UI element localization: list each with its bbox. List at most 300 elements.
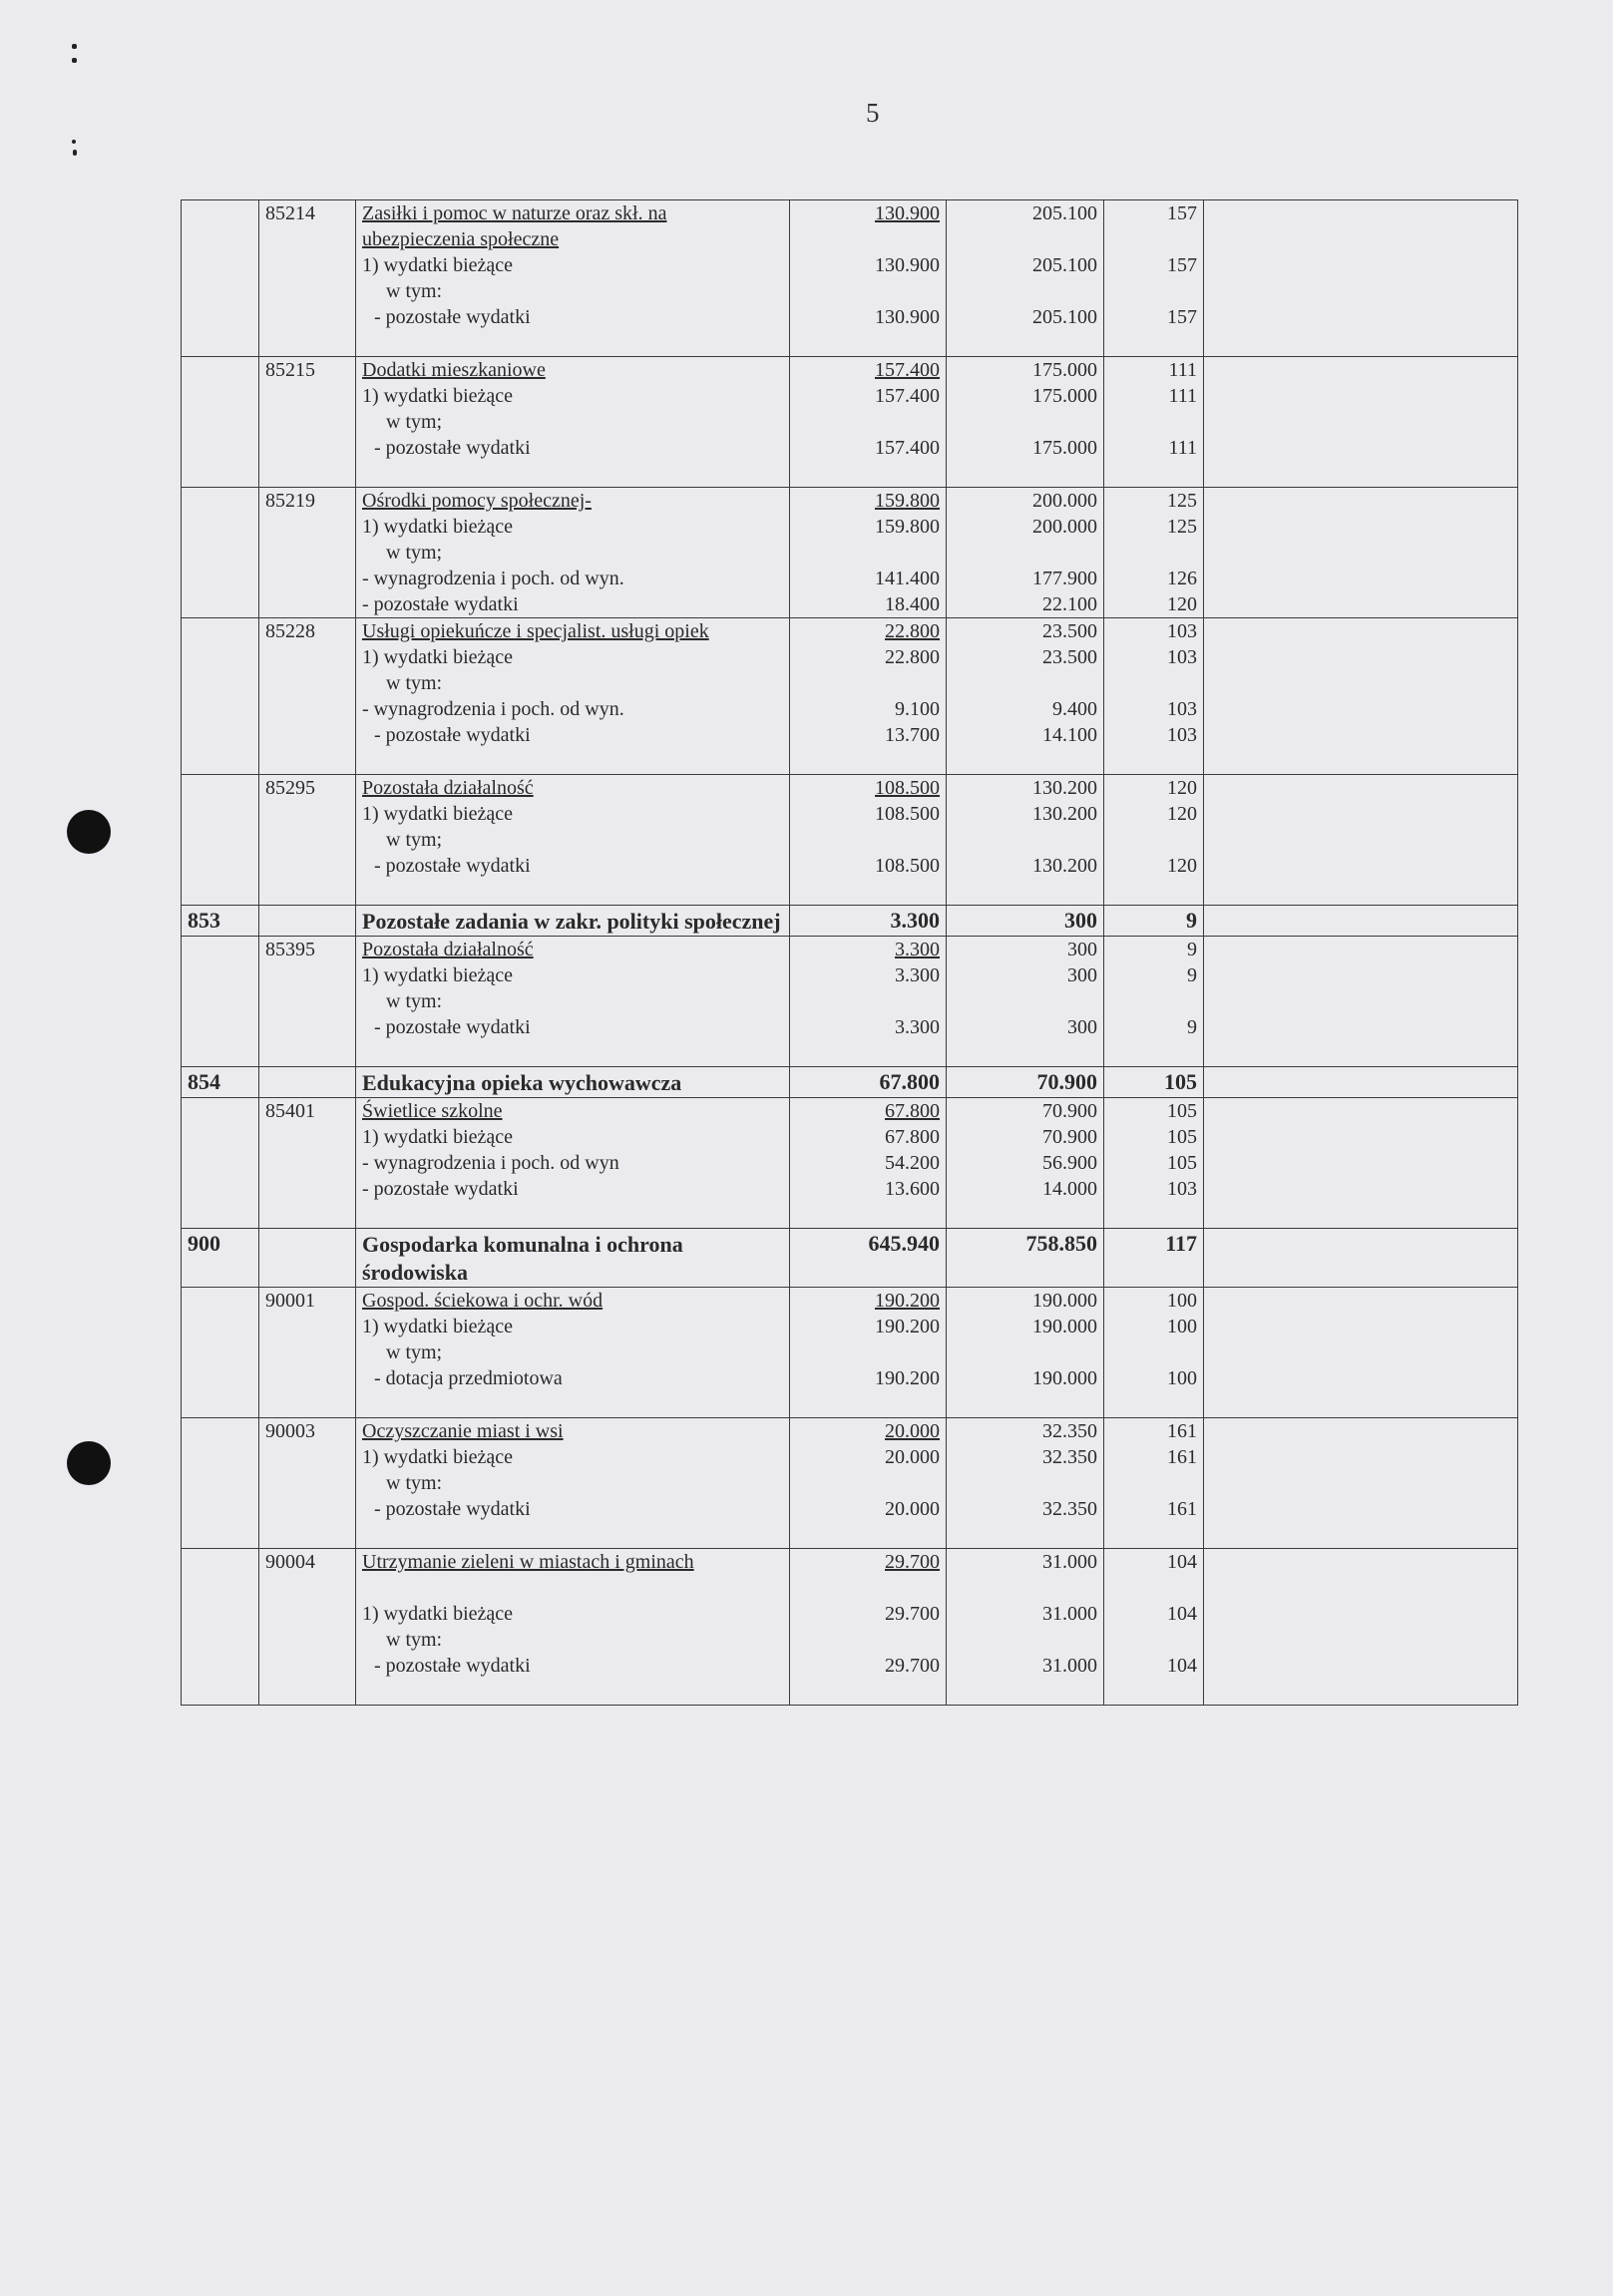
line-value-plan-text: 159.800 [875, 516, 940, 538]
value-projection: 758.850 [947, 1229, 1104, 1288]
line-value-projection [953, 879, 1097, 905]
line-value-projection [953, 409, 1097, 435]
value-projection-column [947, 200, 1104, 357]
value-projection-column [947, 1418, 1104, 1549]
value-projection: 70.900 [947, 1067, 1104, 1098]
line-value-plan [796, 1150, 940, 1176]
scan-speck [72, 140, 76, 144]
line-value-projection: 23.500 [1042, 620, 1097, 642]
line-label [362, 488, 783, 514]
dzial-code [182, 200, 259, 357]
section-name: Pozostałe zadania w zakr. polityki społecznej [356, 906, 790, 937]
line-label-text: w tym: [386, 1629, 443, 1651]
line-label-text: 1) wydatki bieżące [362, 1603, 514, 1625]
line-percent: 120 [1167, 593, 1197, 615]
line-label-text: 1) wydatki bieżące [362, 803, 514, 825]
line-value-plan [796, 962, 940, 988]
line-value-projection [953, 827, 1097, 853]
dzial-code [182, 937, 259, 1067]
line-percent [1110, 1202, 1197, 1228]
line-value-projection [953, 988, 1097, 1014]
subsection-row [182, 937, 1518, 1067]
line-label [362, 1150, 783, 1176]
percent-column [1104, 200, 1204, 357]
line-percent [1110, 330, 1197, 356]
line-label [362, 409, 783, 435]
line-value-plan [796, 801, 940, 827]
line-value-projection: 200.000 [1032, 516, 1097, 538]
percent-value: 9 [1104, 906, 1204, 937]
line-percent: 104 [1167, 1551, 1197, 1573]
rozdzial-code: 85215 [259, 357, 356, 488]
line-label [362, 1391, 783, 1417]
line-label-text: w tym: [386, 280, 443, 302]
line-label-text: - pozostałe wydatki [374, 306, 531, 328]
line-percent [1110, 748, 1197, 774]
line-value-projection [953, 1627, 1097, 1653]
line-label-text: Gospod. ściekowa i ochr. wód [362, 1290, 604, 1312]
line-label-text: Pozostała działalność [362, 777, 534, 799]
line-value-projection [953, 540, 1097, 566]
subsection-row [182, 200, 1518, 357]
line-value-plan-text: 29.700 [885, 1551, 940, 1573]
rozdzial-code: 85295 [259, 775, 356, 906]
line-label [362, 722, 783, 748]
line-value-projection: 175.000 [1032, 359, 1097, 381]
line-value-projection: 32.350 [1042, 1498, 1097, 1520]
line-label-text: w tym: [386, 1472, 443, 1494]
line-value-plan [796, 1470, 940, 1496]
line-value-plan-text: 9.100 [895, 698, 940, 720]
line-value-plan-text: 141.400 [875, 568, 940, 589]
line-label [362, 937, 783, 962]
line-label-text: - dotacja przedmiotowa [374, 1367, 563, 1389]
value-plan-column [790, 618, 947, 775]
line-value-projection [953, 461, 1097, 487]
rozdzial-code: 90004 [259, 1549, 356, 1706]
line-label [362, 775, 783, 801]
rozdzial-code [259, 1067, 356, 1098]
line-label [362, 618, 783, 644]
line-value-projection: 190.000 [1032, 1367, 1097, 1389]
section-name: Edukacyjna opieka wychowawcza [356, 1067, 790, 1098]
line-percent [1110, 988, 1197, 1014]
line-label-text: w tym; [386, 1341, 443, 1363]
line-label-text: - pozostałe wydatki [374, 855, 531, 877]
line-label-text: Świetlice szkolne [362, 1100, 503, 1122]
line-label [362, 1176, 783, 1202]
line-percent: 125 [1167, 516, 1197, 538]
notes-cell [1204, 1288, 1518, 1418]
line-label-text: 1) wydatki bieżące [362, 516, 514, 538]
line-value-projection: 300 [1067, 1016, 1097, 1038]
rozdzial-code: 85395 [259, 937, 356, 1067]
line-label [362, 1470, 783, 1496]
line-label [362, 962, 783, 988]
line-value-plan [796, 937, 940, 962]
line-label-text: - pozostałe wydatki [374, 1498, 531, 1520]
value-plan-column [790, 1098, 947, 1229]
line-value-projection: 31.000 [1042, 1551, 1097, 1573]
notes-cell [1204, 775, 1518, 906]
line-label-text: Zasiłki i pomoc w naturze oraz skł. na [362, 202, 667, 224]
line-value-projection: 130.200 [1032, 777, 1097, 799]
line-label-text: 1) wydatki bieżące [362, 646, 514, 668]
value-plan-column [790, 357, 947, 488]
line-value-plan [796, 252, 940, 278]
line-value-plan [796, 278, 940, 304]
line-value-projection: 56.900 [1042, 1152, 1097, 1174]
line-label [362, 1653, 783, 1679]
line-value-plan [796, 566, 940, 591]
line-label [362, 383, 783, 409]
value-projection-column [947, 618, 1104, 775]
line-label [362, 514, 783, 540]
notes-cell [1204, 937, 1518, 1067]
line-value-projection: 205.100 [1032, 254, 1097, 276]
line-label [362, 801, 783, 827]
section-row [182, 1229, 1518, 1288]
line-value-plan [796, 304, 940, 330]
line-value-plan-text: 18.400 [885, 593, 940, 615]
item-descriptions [356, 937, 790, 1067]
line-value-plan [796, 1124, 940, 1150]
line-label-text: w tym; [386, 542, 443, 564]
line-label [362, 1496, 783, 1522]
line-label [362, 1522, 783, 1548]
line-label [362, 330, 783, 356]
line-label-text: Pozostała działalność [362, 939, 534, 960]
line-value-projection: 175.000 [1032, 437, 1097, 459]
line-percent: 103 [1167, 698, 1197, 720]
line-value-projection: 130.200 [1032, 855, 1097, 877]
line-percent [1110, 1470, 1197, 1496]
line-label [362, 853, 783, 879]
line-label [362, 1098, 783, 1124]
item-descriptions [356, 1288, 790, 1418]
line-label [362, 748, 783, 774]
line-value-plan [796, 1339, 940, 1365]
line-value-projection: 175.000 [1032, 385, 1097, 407]
line-value-projection: 130.200 [1032, 803, 1097, 825]
line-value-plan [796, 1288, 940, 1314]
line-value-plan-text: 3.300 [895, 964, 940, 986]
percent-column [1104, 1549, 1204, 1706]
line-percent: 9 [1187, 939, 1197, 960]
line-value-plan [796, 988, 940, 1014]
line-label [362, 1014, 783, 1040]
rozdzial-code: 90003 [259, 1418, 356, 1549]
line-percent: 111 [1168, 385, 1197, 407]
scan-speck [72, 44, 77, 49]
line-label [362, 988, 783, 1014]
line-value-plan [796, 540, 940, 566]
line-value-plan [796, 226, 940, 252]
value-projection-column [947, 1288, 1104, 1418]
line-percent: 120 [1167, 803, 1197, 825]
line-value-plan [796, 488, 940, 514]
item-descriptions [356, 1098, 790, 1229]
line-value-plan [796, 1176, 940, 1202]
line-value-projection [953, 1202, 1097, 1228]
line-value-plan-text: 13.700 [885, 724, 940, 746]
subsection-row [182, 1098, 1518, 1229]
value-plan-column [790, 1288, 947, 1418]
subsection-row [182, 618, 1518, 775]
notes-cell [1204, 1067, 1518, 1098]
line-value-plan-text: 190.200 [875, 1367, 940, 1389]
value-projection: 300 [947, 906, 1104, 937]
line-value-plan [796, 1365, 940, 1391]
line-value-projection [953, 226, 1097, 252]
line-label [362, 1549, 783, 1575]
line-label-text: w tym; [386, 411, 443, 433]
line-value-projection: 14.100 [1042, 724, 1097, 746]
rozdzial-code: 85219 [259, 488, 356, 618]
line-value-plan-text: 108.500 [875, 777, 940, 799]
line-label [362, 1627, 783, 1653]
subsection-row [182, 1418, 1518, 1549]
line-value-plan [796, 591, 940, 617]
punch-hole-lower [67, 1441, 111, 1485]
line-label [362, 591, 783, 617]
line-percent [1110, 409, 1197, 435]
line-value-plan [796, 879, 940, 905]
value-plan-column [790, 937, 947, 1067]
line-label [362, 304, 783, 330]
line-percent: 103 [1167, 1178, 1197, 1200]
line-percent [1110, 461, 1197, 487]
line-label [362, 1124, 783, 1150]
line-percent: 105 [1167, 1152, 1197, 1174]
line-percent: 103 [1167, 646, 1197, 668]
line-label-text: Usługi opiekuńcze i specjalist. usługi opiek [362, 620, 709, 642]
item-descriptions [356, 200, 790, 357]
rozdzial-code: 85401 [259, 1098, 356, 1229]
line-percent: 105 [1167, 1100, 1197, 1122]
line-value-projection [953, 748, 1097, 774]
line-label [362, 1202, 783, 1228]
percent-column [1104, 775, 1204, 906]
line-value-projection: 23.500 [1042, 646, 1097, 668]
value-plan-column [790, 1418, 947, 1549]
line-value-plan-text: 159.800 [875, 490, 940, 512]
dzial-code [182, 1418, 259, 1549]
line-value-plan-text: 3.300 [895, 1016, 940, 1038]
line-percent [1110, 1575, 1197, 1601]
percent-value: 117 [1104, 1229, 1204, 1288]
scan-speck [73, 150, 77, 156]
item-descriptions [356, 1418, 790, 1549]
line-label [362, 252, 783, 278]
line-label-text: - pozostałe wydatki [374, 724, 531, 746]
percent-column [1104, 1288, 1204, 1418]
rozdzial-code: 85228 [259, 618, 356, 775]
line-label [362, 435, 783, 461]
line-value-plan-text: 130.900 [875, 202, 940, 224]
line-percent: 157 [1167, 254, 1197, 276]
notes-cell [1204, 1549, 1518, 1706]
line-value-plan-text: 54.200 [885, 1152, 940, 1174]
line-label-text: - pozostałe wydatki [362, 1178, 519, 1200]
line-value-projection: 300 [1067, 939, 1097, 960]
rozdzial-code: 85214 [259, 200, 356, 357]
line-value-plan [796, 1627, 940, 1653]
notes-cell [1204, 906, 1518, 937]
line-percent: 161 [1167, 1446, 1197, 1468]
line-value-plan-text: 29.700 [885, 1603, 940, 1625]
value-plan-column [790, 1549, 947, 1706]
line-value-plan-text: 20.000 [885, 1498, 940, 1520]
line-label [362, 1339, 783, 1365]
line-value-projection [953, 1679, 1097, 1705]
line-label-text: 1) wydatki bieżące [362, 254, 514, 276]
percent-value: 105 [1104, 1067, 1204, 1098]
line-label [362, 226, 783, 252]
value-projection-column [947, 1098, 1104, 1229]
line-value-plan-text: 190.200 [875, 1290, 940, 1312]
line-percent [1110, 1339, 1197, 1365]
item-descriptions [356, 357, 790, 488]
scan-speck [72, 58, 77, 63]
line-percent: 104 [1167, 1655, 1197, 1677]
line-value-projection: 190.000 [1032, 1316, 1097, 1338]
line-label [362, 566, 783, 591]
line-percent [1110, 1391, 1197, 1417]
value-projection-column [947, 775, 1104, 906]
dzial-code: 854 [182, 1067, 259, 1098]
line-label [362, 1418, 783, 1444]
line-percent [1110, 827, 1197, 853]
value-plan: 67.800 [790, 1067, 947, 1098]
line-percent: 9 [1187, 1016, 1197, 1038]
line-percent: 103 [1167, 620, 1197, 642]
subsection-row [182, 775, 1518, 906]
item-descriptions [356, 775, 790, 906]
line-value-plan [796, 1314, 940, 1339]
notes-cell [1204, 200, 1518, 357]
dzial-code: 853 [182, 906, 259, 937]
line-value-plan-text: 190.200 [875, 1316, 940, 1338]
line-value-plan [796, 1653, 940, 1679]
line-label [362, 696, 783, 722]
notes-cell [1204, 618, 1518, 775]
budget-table [181, 199, 1518, 1706]
value-projection-column [947, 1549, 1104, 1706]
line-label-text: 1) wydatki bieżące [362, 385, 514, 407]
line-value-plan-text: 20.000 [885, 1420, 940, 1442]
line-value-plan-text: 157.400 [875, 437, 940, 459]
punch-hole-upper [67, 810, 111, 854]
line-value-plan-text: 22.800 [885, 646, 940, 668]
line-value-plan [796, 1098, 940, 1124]
line-value-plan [796, 435, 940, 461]
line-value-plan [796, 357, 940, 383]
value-plan: 3.300 [790, 906, 947, 937]
line-value-projection: 9.400 [1052, 698, 1097, 720]
line-percent [1110, 1522, 1197, 1548]
line-value-plan-text: 108.500 [875, 855, 940, 877]
rozdzial-code [259, 1229, 356, 1288]
line-value-projection: 31.000 [1042, 1655, 1097, 1677]
line-value-plan [796, 1014, 940, 1040]
line-value-projection: 32.350 [1042, 1420, 1097, 1442]
line-value-plan [796, 1601, 940, 1627]
line-label-text: - pozostałe wydatki [374, 1655, 531, 1677]
line-percent: 120 [1167, 777, 1197, 799]
line-value-plan-text: 108.500 [875, 803, 940, 825]
line-value-plan [796, 461, 940, 487]
line-value-projection: 70.900 [1042, 1126, 1097, 1148]
line-value-plan-text: 13.600 [885, 1178, 940, 1200]
line-percent: 111 [1168, 359, 1197, 381]
line-value-projection [953, 1339, 1097, 1365]
line-label [362, 670, 783, 696]
line-label-text: Dodatki mieszkaniowe [362, 359, 546, 381]
line-value-projection [953, 1040, 1097, 1066]
line-value-plan [796, 1418, 940, 1444]
line-percent [1110, 1627, 1197, 1653]
budget-table-body [182, 200, 1518, 1706]
line-label-text: Ośrodki pomocy społecznej- [362, 490, 592, 512]
line-value-plan-text: 20.000 [885, 1446, 940, 1468]
line-label [362, 278, 783, 304]
line-value-projection: 22.100 [1042, 593, 1097, 615]
line-value-plan [796, 1522, 940, 1548]
dzial-code [182, 618, 259, 775]
line-value-projection [953, 1470, 1097, 1496]
line-value-plan-text: 157.400 [875, 359, 940, 381]
line-percent: 105 [1167, 1126, 1197, 1148]
line-percent [1110, 278, 1197, 304]
line-percent [1110, 879, 1197, 905]
dzial-code: 900 [182, 1229, 259, 1288]
line-value-plan [796, 1496, 940, 1522]
dzial-code [182, 488, 259, 618]
line-label [362, 461, 783, 487]
line-value-projection [953, 1391, 1097, 1417]
line-label-text: w tym: [386, 990, 443, 1012]
line-value-plan [796, 1202, 940, 1228]
notes-cell [1204, 357, 1518, 488]
item-descriptions [356, 488, 790, 618]
line-value-plan [796, 330, 940, 356]
line-value-plan [796, 200, 940, 226]
line-value-plan-text: 130.900 [875, 306, 940, 328]
value-plan: 645.940 [790, 1229, 947, 1288]
line-value-plan-text: 130.900 [875, 254, 940, 276]
notes-cell [1204, 1098, 1518, 1229]
dzial-code [182, 1549, 259, 1706]
line-label-text: 1) wydatki bieżące [362, 964, 514, 986]
line-value-projection [953, 1522, 1097, 1548]
item-descriptions [356, 618, 790, 775]
line-percent: 100 [1167, 1290, 1197, 1312]
subsection-row [182, 1288, 1518, 1418]
line-label-text: w tym: [386, 672, 443, 694]
subsection-row [182, 488, 1518, 618]
notes-cell [1204, 1229, 1518, 1288]
line-percent [1110, 1679, 1197, 1705]
line-percent [1110, 1040, 1197, 1066]
line-value-plan [796, 775, 940, 801]
subsection-row [182, 357, 1518, 488]
line-percent: 157 [1167, 306, 1197, 328]
line-value-projection: 32.350 [1042, 1446, 1097, 1468]
subsection-row [182, 1549, 1518, 1706]
line-percent: 161 [1167, 1420, 1197, 1442]
line-value-plan [796, 1444, 940, 1470]
